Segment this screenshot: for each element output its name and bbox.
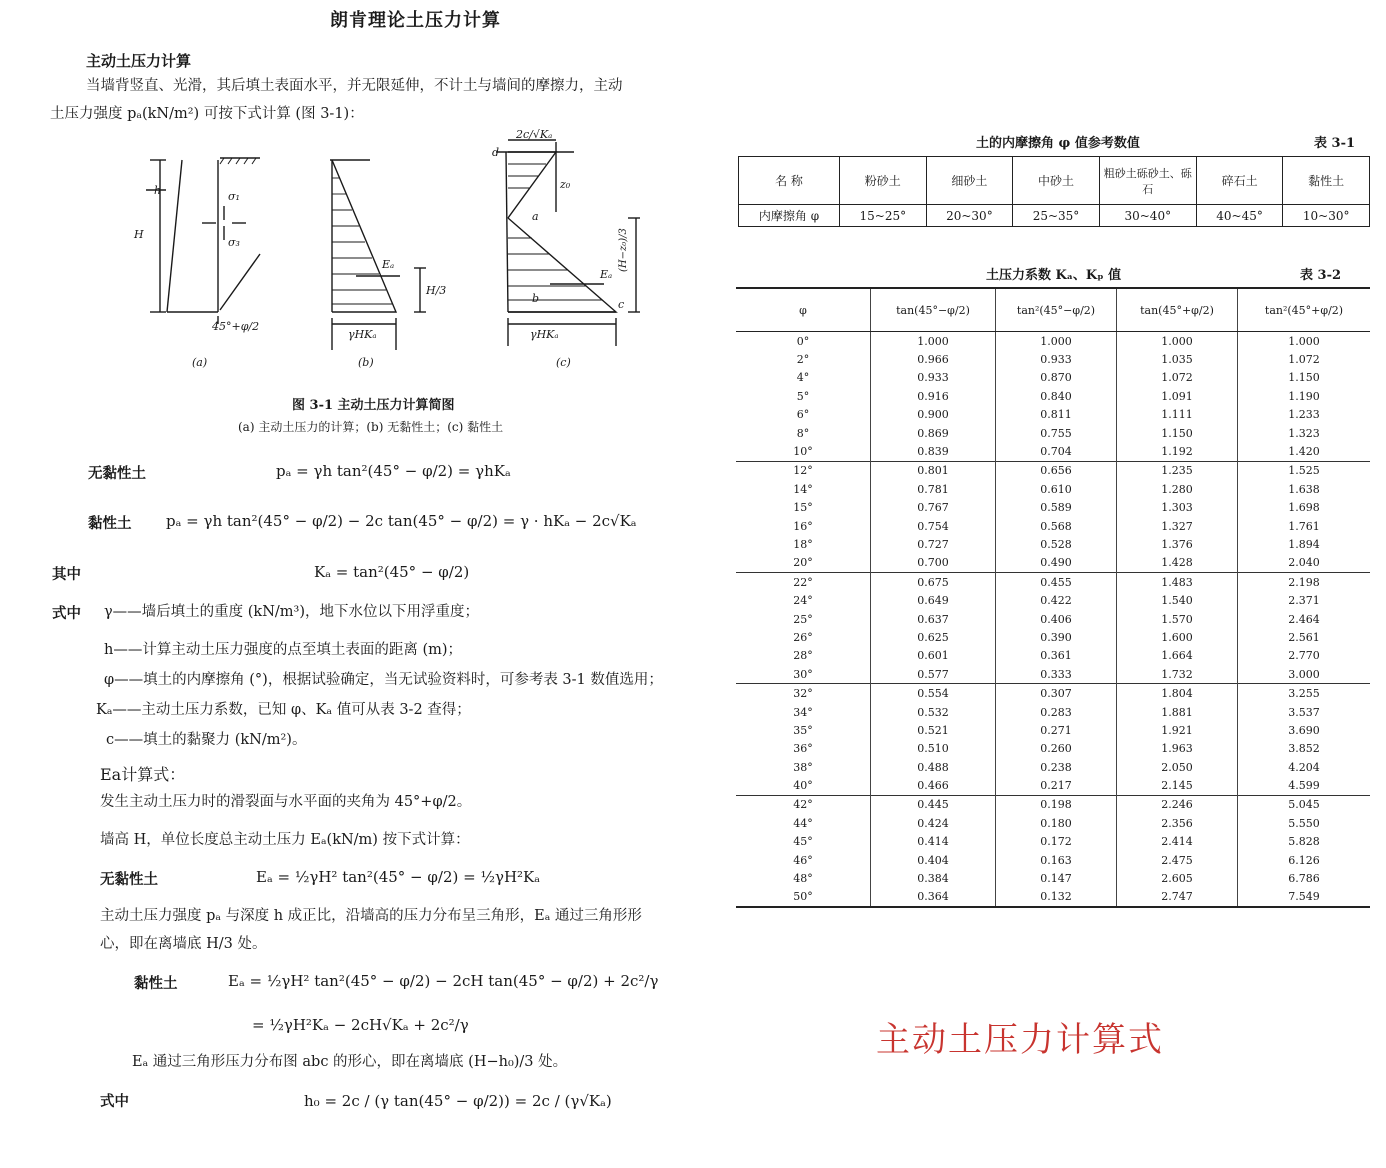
coefficient-cell: 0.811 [996,406,1117,424]
label-d: d [492,146,500,159]
panel-b-label: (b) [358,356,374,369]
table-row [736,647,1370,665]
table-row [736,814,1370,832]
coefficient-cell: 0.414 [871,833,996,851]
intro-line-2: 土压力强度 pₐ(kN/m²) 可按下式计算 (图 3-1)： [50,106,364,122]
coefficient-cell: 0.307 [996,684,1117,703]
label-sigma3: σ₃ [228,236,240,249]
coefficient-cell: 6.786 [1238,869,1371,887]
coefficient-cell: 0.966 [871,350,996,368]
table-3-1-cell: 40~45° [1196,205,1283,227]
coefficient-cell: 1.483 [1117,573,1238,592]
coefficient-cell: 0.767 [871,499,996,517]
coefficient-cell: 5.045 [1238,795,1371,814]
panel-a-label: (a) [192,356,208,369]
table-row [736,888,1370,907]
phi-cell: 30° [793,667,813,681]
coefficient-cell: 0.589 [996,499,1117,517]
coefficient-cell: 0.839 [871,442,996,461]
coefficient-cell: 0.404 [871,851,996,869]
coefficient-cell: 0.510 [871,740,996,758]
phi-cell: 8° [796,426,810,440]
coefficient-cell: 0.870 [996,369,1117,387]
coefficient-cell: 0.704 [996,442,1117,461]
phi-cell: 48° [793,872,813,886]
phi-cell: 35° [793,723,813,737]
table-row [736,535,1370,553]
pa-cohesionless-formula: pₐ = γh tan²(45° − φ/2) = γhKₐ [276,462,511,480]
coefficient-cell: 0.601 [871,647,996,665]
coefficient-cell: 2.050 [1117,758,1238,776]
coefficient-cell: 0.532 [871,703,996,721]
label-angle: 45°+φ/2 [212,320,260,333]
coefficient-cell: 0.869 [871,424,996,442]
coefficient-cell: 0.384 [871,869,996,887]
coefficient-cell: 0.147 [996,869,1117,887]
cohesive-label: 黏性土 [88,515,132,532]
label-ghka-b: γHKₐ [348,328,377,341]
coefficient-cell: 0.390 [996,628,1117,646]
coefficient-cell: 6.126 [1238,851,1371,869]
coefficient-cell: 1.664 [1117,647,1238,665]
table-3-2-body [736,332,1370,908]
phi-cell: 22° [736,573,871,592]
coefficient-cell: 0.568 [996,517,1117,535]
table-row [736,628,1370,646]
coefficient-cell: 0.488 [871,758,996,776]
label-h-z0-3: (H−z₀)/3 [618,228,629,272]
coefficient-cell: 1.376 [1117,535,1238,553]
phi-cell: 15° [793,501,813,515]
watermark-title: 主动土压力计算式 [876,1020,1164,1060]
coefficient-cell: 7.549 [1238,888,1371,907]
phi-cell: 50° [736,888,871,907]
table-3-2 [736,287,1370,908]
coefficient-cell: 0.700 [871,554,996,573]
coefficient-cell: 1.804 [1117,684,1238,703]
coefficient-cell: 0.217 [996,776,1117,795]
coefficient-cell: 1.921 [1117,721,1238,739]
panel-c-label: (c) [556,356,571,369]
phi-cell: 16° [793,519,813,533]
label-H: H [134,228,144,241]
phi-cell: 26° [793,630,813,644]
coefficient-cell: 3.690 [1238,721,1371,739]
table-3-1-value-row [739,205,1370,227]
definition-gamma: γ——墙后填土的重度 (kN/m³)，地下水位以下用浮重度； [104,604,480,620]
coefficient-cell: 2.145 [1117,776,1238,795]
coefficient-cell: 0.933 [996,350,1117,368]
figure-caption: 图 3-1 主动土压力计算简图 [292,398,455,413]
coefficient-cell: 0.625 [871,628,996,646]
coefficient-cell: 2.371 [1238,591,1371,609]
table-row [736,406,1370,424]
coefficient-cell: 0.466 [871,776,996,795]
coefficient-cell: 1.000 [871,332,996,351]
coefficient-cell: 2.198 [1238,573,1371,592]
label-c: c [618,298,625,311]
table-row [736,499,1370,517]
phi-cell: 36° [793,742,813,756]
table-row [736,332,1370,351]
coefficient-cell: 1.072 [1238,350,1371,368]
coefficient-cell: 0.422 [996,591,1117,609]
coefficient-cell: 0.238 [996,758,1117,776]
table-3-1-header: 粗砂土砾砂土、砾石 [1099,157,1196,205]
coefficient-cell: 0.933 [871,369,996,387]
label-h: h [154,184,162,197]
coefficient-cell: 0.132 [996,888,1117,907]
table-row [736,350,1370,368]
coefficient-cell: 0.916 [871,387,996,405]
phi-cell: 20° [793,556,813,570]
section-heading: 主动土压力计算 [86,52,192,70]
coefficient-cell: 0.455 [996,573,1117,592]
in-formula-label-2: 式中 [100,1093,129,1110]
coefficient-cell: 1.091 [1117,387,1238,405]
label-2c: 2c/√Kₐ [516,128,553,141]
phi-cell: 10° [793,445,813,459]
coefficient-cell: 0.172 [996,833,1117,851]
coefficient-cell: 0.445 [871,795,996,814]
coefficient-cell: 1.881 [1117,703,1238,721]
coefficient-cell: 5.828 [1238,833,1371,851]
coefficient-cell: 3.000 [1238,665,1371,684]
coefficient-cell: 3.852 [1238,740,1371,758]
coefficient-cell: 1.072 [1117,369,1238,387]
coefficient-cell: 2.464 [1238,610,1371,628]
ea-text-2: 心，即在离墙底 H/3 处。 [100,936,267,952]
coefficient-cell: 0.333 [996,665,1117,684]
table-3-2-header: tan(45°+φ/2) [1117,288,1238,332]
table-3-1-header-row [739,157,1370,205]
figure-panel-b [330,160,426,350]
table-3-1-header: 名 称 [739,157,840,205]
ea-text-3: Eₐ 通过三角形压力分布图 abc 的形心，即在离墙底 (H−h₀)/3 处。 [132,1054,568,1070]
table-3-1-cell: 15~25° [840,205,927,227]
ea-cohesive-formula-2: = ½γH²Kₐ − 2cH√Kₐ + 2c²/γ [252,1016,469,1034]
coefficient-cell: 1.525 [1238,461,1371,480]
coefficient-cell: 2.356 [1117,814,1238,832]
phi-cell: 2° [796,353,810,367]
coefficient-cell: 1.235 [1117,461,1238,480]
table-row [736,480,1370,498]
table-3-2-header: tan²(45°−φ/2) [996,288,1117,332]
coefficient-cell: 0.637 [871,610,996,628]
table-row [736,851,1370,869]
coefficient-cell: 0.649 [871,591,996,609]
table-3-1-row-label: 内摩擦角 φ [739,205,840,227]
coefficient-cell: 1.540 [1117,591,1238,609]
table-row [736,721,1370,739]
table-3-1-cell: 30~40° [1099,205,1196,227]
label-b: b [532,292,540,305]
coefficient-cell: 0.528 [996,535,1117,553]
coefficient-cell: 4.599 [1238,776,1371,795]
cohesionless-label: 无黏性土 [88,465,146,482]
table-3-1-cell: 10~30° [1283,205,1370,227]
coefficient-cell: 1.600 [1117,628,1238,646]
phi-cell: 40° [793,779,813,793]
coefficient-cell: 2.475 [1117,851,1238,869]
label-sigma1: σ₁ [228,190,240,203]
phi-cell: 44° [793,816,813,830]
table-row [736,424,1370,442]
coefficient-cell: 1.192 [1117,442,1238,461]
table-3-1-cell: 25~35° [1013,205,1100,227]
phi-cell: 6° [796,408,810,422]
coefficient-cell: 5.550 [1238,814,1371,832]
coefficient-cell: 0.198 [996,795,1117,814]
coefficient-cell: 0.675 [871,573,996,592]
ea-line-2: 墙高 H，单位长度总主动土压力 Eₐ(kN/m) 按下式计算： [100,832,470,848]
coefficient-cell: 2.040 [1238,554,1371,573]
phi-cell: 12° [736,461,871,480]
table-row [736,442,1370,461]
definition-h: h——计算主动土压力强度的点至填土表面的距离 (m)； [104,642,463,658]
coefficient-cell: 0.521 [871,721,996,739]
table-row [736,610,1370,628]
coefficient-cell: 1.111 [1117,406,1238,424]
table-3-1-header: 细砂土 [926,157,1013,205]
table-row [736,833,1370,851]
coefficient-cell: 0.577 [871,665,996,684]
table-row [736,684,1370,703]
coefficient-cell: 0.610 [996,480,1117,498]
coefficient-cell: 1.303 [1117,499,1238,517]
phi-cell: 32° [736,684,871,703]
coefficient-cell: 1.894 [1238,535,1371,553]
table-3-2-number: 表 3-2 [1300,268,1342,283]
coefficient-cell: 0.180 [996,814,1117,832]
coefficient-cell: 1.327 [1117,517,1238,535]
phi-cell: 0° [796,334,810,348]
coefficient-cell: 1.190 [1238,387,1371,405]
pa-cohesive-formula: pₐ = γh tan²(45° − φ/2) − 2c tan(45° − φ/2) = γ · hKₐ − 2c√Kₐ [166,512,637,530]
coefficient-cell: 0.754 [871,517,996,535]
table-row [736,591,1370,609]
table-3-1-number: 表 3-1 [1314,136,1356,151]
phi-cell: 45° [793,835,813,849]
phi-cell: 34° [793,705,813,719]
table-row [736,665,1370,684]
definition-c: c——填土的黏聚力 (kN/m²)。 [106,732,307,748]
table-3-1-header: 中砂土 [1013,157,1100,205]
coefficient-cell: 1.428 [1117,554,1238,573]
coefficient-cell: 0.361 [996,647,1117,665]
table-row [736,869,1370,887]
figure-3-1 [120,128,640,378]
coefficient-cell: 0.424 [871,814,996,832]
table-3-2-header: tan(45°−φ/2) [871,288,996,332]
coefficient-cell: 0.900 [871,406,996,424]
table-3-1-header: 碎石土 [1196,157,1283,205]
coefficient-cell: 2.747 [1117,888,1238,907]
table-row [736,554,1370,573]
coefficient-cell: 2.770 [1238,647,1371,665]
ea-cohesive-formula-1: Eₐ = ½γH² tan²(45° − φ/2) − 2cH tan(45° − φ/2) + 2c²/γ [228,972,659,990]
figure-panel-a [146,158,260,324]
coefficient-cell: 0.406 [996,610,1117,628]
coefficient-cell: 0.260 [996,740,1117,758]
coefficient-cell: 0.490 [996,554,1117,573]
coefficient-cell: 3.537 [1238,703,1371,721]
coefficient-cell: 1.150 [1238,369,1371,387]
coefficient-cell: 0.840 [996,387,1117,405]
label-ea-c: Eₐ [600,268,613,281]
coefficient-cell: 1.732 [1117,665,1238,684]
in-formula-label: 式中 [52,605,81,622]
coefficient-cell: 1.761 [1238,517,1371,535]
table-3-1 [738,156,1370,227]
table-row [736,776,1370,795]
coefficient-cell: 0.554 [871,684,996,703]
coefficient-cell: 1.638 [1238,480,1371,498]
phi-cell: 18° [793,537,813,551]
coefficient-cell: 0.271 [996,721,1117,739]
coefficient-cell: 3.255 [1238,684,1371,703]
table-row [736,703,1370,721]
definition-ka: Kₐ——主动土压力系数，已知 φ、Kₐ 值可从表 3-2 查得； [96,702,471,718]
phi-cell: 38° [793,760,813,774]
coefficient-cell: 1.280 [1117,480,1238,498]
figure-subcaption: (a) 主动土压力的计算；(b) 无黏性土；(c) 黏性土 [238,420,504,434]
coefficient-cell: 4.204 [1238,758,1371,776]
coefficient-cell: 0.727 [871,535,996,553]
coefficient-cell: 1.035 [1117,350,1238,368]
ea-cohesionless-formula: Eₐ = ½γH² tan²(45° − φ/2) = ½γH²Kₐ [256,868,541,886]
coefficient-cell: 0.283 [996,703,1117,721]
phi-cell: 28° [793,649,813,663]
label-z0: z₀ [560,178,571,191]
table-3-2-header-row [736,288,1370,332]
label-h3: H/3 [426,284,447,297]
table-row [736,795,1370,814]
coefficient-cell: 1.698 [1238,499,1371,517]
table-row [736,573,1370,592]
table-row [736,758,1370,776]
coefficient-cell: 1.233 [1238,406,1371,424]
coefficient-cell: 0.755 [996,424,1117,442]
coefficient-cell: 1.000 [1238,332,1371,351]
coefficient-cell: 0.781 [871,480,996,498]
h0-formula: h₀ = 2c / (γ tan(45° − φ/2)) = 2c / (γ√Kₐ) [304,1092,612,1110]
label-ea-b: Eₐ [382,258,395,271]
coefficient-cell: 2.605 [1117,869,1238,887]
table-row [736,369,1370,387]
label-a: a [532,210,539,223]
table-row [736,461,1370,480]
table-row [736,517,1370,535]
ea-cohesive-label: 黏性土 [134,975,178,992]
ka-definition: Kₐ = tan²(45° − φ/2) [314,563,470,581]
coefficient-cell: 1.420 [1238,442,1371,461]
table-3-1-header: 黏性土 [1283,157,1370,205]
coefficient-cell: 2.414 [1117,833,1238,851]
table-3-2-header: φ [736,288,871,332]
intro-line-1: 当墙背竖直、光滑，其后填土表面水平，并无限延伸，不计土与墙间的摩擦力，主动 [86,78,623,94]
where-label: 其中 [52,566,81,583]
coefficient-cell: 2.246 [1117,795,1238,814]
definition-phi: φ——填土的内摩擦角 (°)，根据试验确定，当无试验资料时，可参考表 3-1 数值选用； [104,672,663,688]
coefficient-cell: 2.561 [1238,628,1371,646]
table-row [736,740,1370,758]
phi-cell: 42° [736,795,871,814]
table-3-1-title: 土的内摩擦角 φ 值参考数值 [976,136,1140,151]
phi-cell: 25° [793,612,813,626]
coefficient-cell: 1.570 [1117,610,1238,628]
coefficient-cell: 0.801 [871,461,996,480]
ea-text-1: 主动土压力强度 pₐ 与深度 h 成正比，沿墙高的压力分布呈三角形，Eₐ 通过三角形形 [100,908,642,924]
coefficient-cell: 0.656 [996,461,1117,480]
coefficient-cell: 0.163 [996,851,1117,869]
coefficient-cell: 1.000 [1117,332,1238,351]
label-ghka-c: γHKₐ [530,328,559,341]
coefficient-cell: 1.150 [1117,424,1238,442]
ea-cohesionless-label: 无黏性土 [100,871,158,888]
table-3-2-title: 土压力系数 Kₐ、Kₚ 值 [986,268,1122,283]
table-3-2-header: tan²(45°+φ/2) [1238,288,1371,332]
phi-cell: 5° [796,389,810,403]
coefficient-cell: 0.364 [871,888,996,907]
ea-line-1: 发生主动土压力时的滑裂面与水平面的夹角为 45°+φ/2。 [100,794,472,810]
phi-cell: 24° [793,594,813,608]
coefficient-cell: 1.000 [996,332,1117,351]
phi-cell: 46° [793,853,813,867]
table-3-1-header: 粉砂土 [840,157,927,205]
table-row [736,387,1370,405]
table-3-1-cell: 20~30° [926,205,1013,227]
coefficient-cell: 1.963 [1117,740,1238,758]
phi-cell: 4° [796,371,810,385]
ea-heading: Ea计算式： [100,765,186,784]
phi-cell: 14° [793,482,813,496]
page-title: 朗肯理论土压力计算 [330,10,501,31]
coefficient-cell: 1.323 [1238,424,1371,442]
